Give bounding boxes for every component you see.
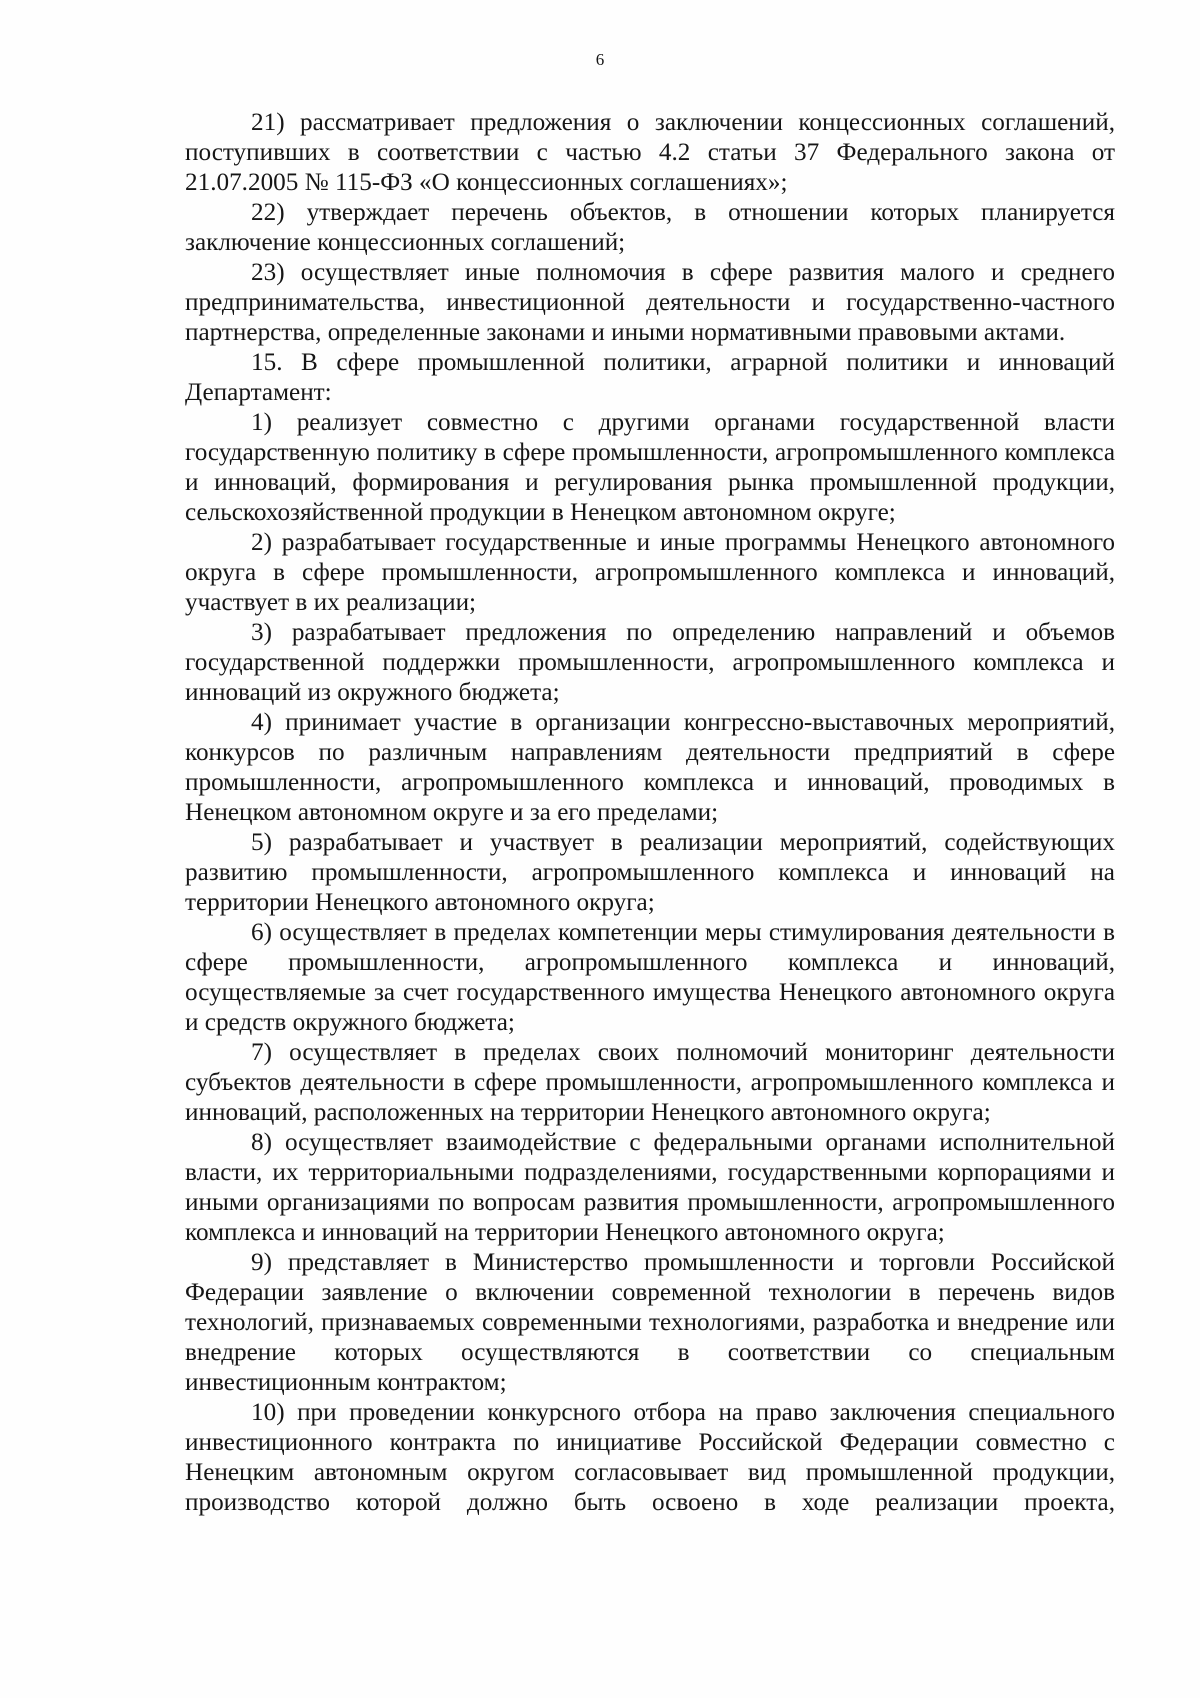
paragraph-9: 9) представляет в Министерство промышленности и торговли Российской Федерации заявление о включении современной технологии в перечень видов технологий, признаваемых современными технологиями, разработка и внедрение или внедрение которых осуществляются в соответствии со специальным инвестиционным контрактом; bbox=[185, 1249, 1115, 1396]
paragraph-4: 4) принимает участие в организации конгрессно-выставочных мероприятий, конкурсов по различным направлениям деятельности предприятий в сфере промышленности, агропромышленного комплекса и инноваций, проводимых в Ненецком автономном округе и за его пределами; bbox=[185, 709, 1115, 826]
document-body bbox=[185, 108, 1115, 1518]
section-15-heading: 15. В сфере промышленной политики, аграрной политики и инноваций Департамент: bbox=[185, 349, 1115, 406]
paragraph-1: 1) реализует совместно с другими органами государственной власти государственную политику в сфере промышленности, агропромышленного комплекса и инноваций, формирования и регулирования рынка промышленной продукции, сельскохозяйственной продукции в Ненецком автономном округе; bbox=[185, 409, 1115, 526]
paragraph-7: 7) осуществляет в пределах своих полномочий мониторинг деятельности субъектов деятельности в сфере промышленности, агропромышленного комплекса и инноваций, расположенных на территории Ненецкого автономного округа; bbox=[185, 1039, 1115, 1126]
paragraph-8: 8) осуществляет взаимодействие с федеральными органами исполнительной власти, их территориальными подразделениями, государственными корпорациями и иными организациями по вопросам развития промышленности, агропромышленного комплекса и инноваций на территории Ненецкого автономного округа; bbox=[185, 1129, 1115, 1246]
paragraph-2: 2) разрабатывает государственные и иные программы Ненецкого автономного округа в сфере промышленности, агропромышленного комплекса и инноваций, участвует в их реализации; bbox=[185, 529, 1115, 616]
paragraph-6: 6) осуществляет в пределах компетенции меры стимулирования деятельности в сфере промышленности, агропромышленного комплекса и инноваций, осуществляемые за счет государственного имущества Ненецкого автономного округа и средств окружного бюджета; bbox=[185, 919, 1115, 1036]
page-number: 6 bbox=[595, 50, 605, 69]
paragraph-3: 3) разрабатывает предложения по определению направлений и объемов государственной поддержки промышленности, агропромышленного комплекса и инноваций из окружного бюджета; bbox=[185, 619, 1115, 706]
paragraph-22: 22) утверждает перечень объектов, в отношении которых планируется заключение концессионных соглашений; bbox=[185, 199, 1115, 256]
paragraph-21: 21) рассматривает предложения о заключении концессионных соглашений, поступивших в соответствии с частью 4.2 статьи 37 Федерального закона от 21.07.2005 № 115-ФЗ «О концессионных соглашениях»; bbox=[185, 109, 1115, 196]
paragraph-5: 5) разрабатывает и участвует в реализации мероприятий, содействующих развитию промышленности, агропромышленного комплекса и инноваций на территории Ненецкого автономного округа; bbox=[185, 829, 1115, 916]
paragraph-10: 10) при проведении конкурсного отбора на право заключения специального инвестиционного контракта по инициативе Российской Федерации совместно с Ненецким автономным округом согласовывает вид промышленной продукции, производство которой должно быть освоено в ходе реализации проекта, bbox=[185, 1399, 1115, 1516]
paragraph-23: 23) осуществляет иные полномочия в сфере развития малого и среднего предпринимательства, инвестиционной деятельности и государственно-частного партнерства, определенные законами и иными нормативными правовыми актами. bbox=[185, 259, 1115, 346]
